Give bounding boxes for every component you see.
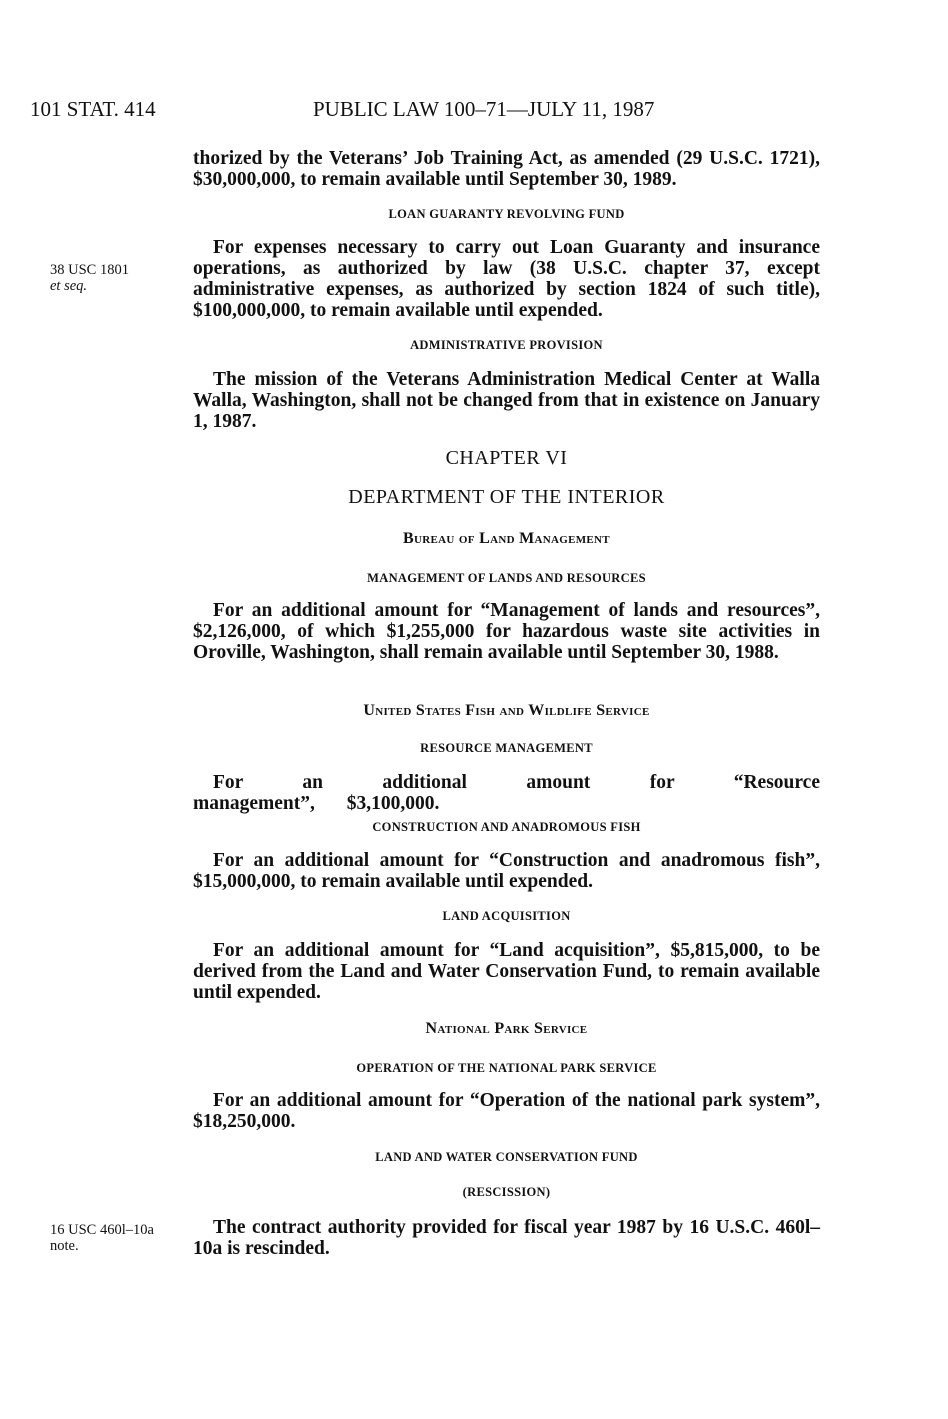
heading-construction-anadromous: CONSTRUCTION AND ANADROMOUS FISH — [372, 820, 641, 834]
paragraph-administrative: The mission of the Veterans Administration Medical Center at Walla Walla, Washington, shall not be changed from that in existence on January 1, 1987. — [193, 369, 820, 432]
paragraph-loan-guaranty: For expenses necessary to carry out Loan Guaranty and insurance operations, as authorized by law (38 U.S.C. chapter 37, except administrative expenses, as authorized by section 1824 of such title), $100,000,000, to remain available until expended. — [193, 237, 820, 321]
agency-heading-fws: United States Fish and Wildlife Service — [363, 702, 650, 719]
public-law-title: PUBLIC LAW 100–71—JULY 11, 1987 — [313, 97, 655, 121]
margin-note-line: et seq. — [50, 278, 88, 294]
chapter-heading: CHAPTER VI — [445, 447, 568, 469]
margin-note-38-usc — [50, 262, 190, 294]
paragraph-rescission: The contract authority provided for fiscal year 1987 by 16 U.S.C. 460l–10a is rescinded. — [193, 1217, 820, 1259]
agency-heading-nps: National Park Service — [425, 1020, 588, 1037]
heading-land-water-fund: LAND AND WATER CONSERVATION FUND — [375, 1150, 638, 1164]
margin-note-line: 38 USC 1801 — [50, 262, 129, 278]
heading-resource-management: RESOURCE MANAGEMENT — [420, 741, 593, 755]
heading-management-lands: MANAGEMENT OF LANDS AND RESOURCES — [367, 571, 646, 585]
heading-land-acquisition: LAND ACQUISITION — [442, 909, 571, 923]
paragraph-land-acquisition: For an additional amount for “Land acquisition”, $5,815,000, to be derived from the Land and Water Conservation Fund, to remain available until expended. — [193, 940, 820, 1003]
heading-administrative-provision: ADMINISTRATIVE PROVISION — [410, 338, 603, 352]
margin-note-line: note. — [50, 1238, 79, 1254]
department-heading: DEPARTMENT OF THE INTERIOR — [348, 486, 665, 508]
paragraph-resource-management: For an additional amount for “Resource management”, $3,100,000. — [193, 772, 820, 814]
paragraph-operation: For an additional amount for “Operation of the national park system”, $18,250,000. — [193, 1090, 820, 1132]
paragraph-construction: For an additional amount for “Construction and anadromous fish”, $15,000,000, to remain available until expended. — [193, 850, 820, 892]
heading-operation-nps: OPERATION OF THE NATIONAL PARK SERVICE — [356, 1061, 657, 1075]
heading-rescission: (RESCISSION) — [462, 1185, 551, 1199]
margin-note-line: 16 USC 460l–10a — [50, 1222, 154, 1238]
paragraph-continued: thorized by the Veterans’ Job Training Act, as amended (29 U.S.C. 1721), $30,000,000, to remain available until September 30, 1989. — [193, 148, 820, 190]
heading-loan-guaranty-fund: LOAN GUARANTY REVOLVING FUND — [388, 207, 625, 221]
margin-note-16-usc — [50, 1222, 190, 1254]
agency-heading-blm: Bureau of Land Management — [403, 530, 610, 547]
paragraph-management-lands: For an additional amount for “Management of lands and resources”, $2,126,000, of which $1,255,000 for hazardous waste site activities in Oroville, Washington, shall remain available until September 30, 1988. — [193, 600, 820, 663]
statute-citation: 101 STAT. 414 — [30, 97, 156, 121]
